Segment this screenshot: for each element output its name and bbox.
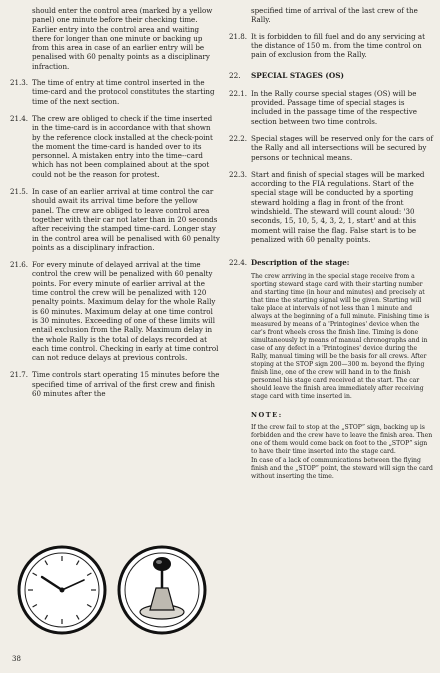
- section-number: 22.: [229, 71, 241, 81]
- clause-number: 22.4.: [229, 258, 248, 268]
- note-paragraph-2: In case of a lack of communications between the flying finish and the „STOP” point, the steward will sign the card without inserting the time.: [251, 456, 433, 480]
- clause-22-2: [229, 134, 434, 162]
- clause-21-8: [229, 32, 434, 60]
- clause-21-7: [10, 370, 220, 398]
- clause-22-1: [229, 89, 434, 126]
- clause-text: It is forbidden to fill fuel and do any servicing at the distance of 150 m. from the time control on pain of exclusion from the Rally.: [251, 31, 426, 60]
- clause-number: 21.4.: [10, 113, 29, 123]
- gear-lever-icon: [119, 547, 205, 633]
- clause-21-3: [10, 78, 220, 106]
- right-column: [229, 6, 434, 481]
- figure-illustrations: [12, 544, 212, 636]
- clause-number: 22.3.: [229, 169, 248, 179]
- clause-21-6: [10, 260, 220, 362]
- clause-21-4: [10, 114, 220, 179]
- page-number: 38: [12, 655, 21, 663]
- note-title: NOTE:: [251, 410, 283, 419]
- stage-description: The crew arriving in the special stage receive from a sporting steward stage card with their starting number and starting time (in hour and minutes) and precisely at that time the starting signal will be given. Starting will take place at intervals of not less than 1 minute and always at the beginning of a full minute. Finishing time is measured by means of a 'Printogines' device when the car's front wheels cross the finish line. Timing is done simultaneously by means of manual chronographs and in case of any defect in a 'Printogines' device during the Rally, manual timing will be the basis for all crews. After stoping at the STOP sign 200—300 m. beyond the flying finish line, one of the crew will hand in to the finish personnel his stage card received at the start. The car should leave the finish area immediately after receiving stage card with time inserted in.: [251, 272, 430, 400]
- clause-number: 21.7.: [10, 370, 29, 380]
- clause-text: In the Rally course special stages (OS) will be provided. Passage time of special stages is included in the passage time of the respective section between two time controls.: [251, 88, 418, 126]
- clause-22-3: [229, 170, 434, 244]
- clock-and-lever-illustration: [12, 544, 212, 636]
- clause-text: The time of entry at time control inserted in the time-card and the protocol constitutes the starting time of the next section.: [32, 78, 215, 106]
- description-heading: Description of the stage:: [251, 258, 350, 268]
- clause-text: Start and finish of special stages will be marked according to the FIA regulations. Start of the special stage will be conducted by a sporting steward holding a flag in front of the front windshield. The steward will count aloud: '30 seconds, 15, 10, 5, 4, 3, 2, 1, start' and at this moment will raise the flag. False start is to be penalized with 60 penalty points.: [251, 169, 425, 244]
- note-paragraph-1: If the crew fail to stop at the „STOP” sign, backing up is forbidden and the crew have to leave the finish area. Then one of them would come back on foot to the „STOP” sign to have their time inserted into the stage card.: [251, 423, 433, 455]
- clause-number: 21.3.: [10, 78, 29, 88]
- clause-text: The crew are obliged to check if the time inserted in the time-card is in accordance with that shown by the reference clock installed at the check-point the moment the time-card is handed over to its personnel. A mistaken entry into the time--card which has not been complained about at the spot could not be the reason for protest.: [32, 113, 213, 179]
- clause-21-5: [10, 187, 220, 252]
- left-column: [10, 6, 220, 406]
- section-title: SPECIAL STAGES (OS): [251, 71, 344, 81]
- clause-number: 21.5.: [10, 187, 29, 197]
- clause-text: In case of an earlier arrival at time control the car should await its arrival time before the yellow panel. The crew are obliged to leave control area together with their car not later than in 20 seconds after receiving the stamped time-card. Longer stay in the control area will be penalised with 60 penalty points as a disciplinary infraction.: [32, 187, 220, 252]
- clause-text: Time controls start operating 15 minutes before the specified time of arrival of the first crew and finish 60 minutes after the: [32, 370, 220, 398]
- continued-paragraph: should enter the control area (marked by a yellow panel) one minute before their checking time. Earlier entry into the control area and waiting there for longer than one minute or backing up from this area in case of an earlier entry will be penalised with 60 penalty points as a disciplinary infraction.: [32, 6, 213, 71]
- continued-paragraph: specified time of arrival of the last crew of the Rally.: [251, 6, 418, 25]
- clause-number: 21.6.: [10, 260, 29, 270]
- clause-number: 22.1.: [229, 88, 248, 98]
- clock-icon: [19, 547, 105, 633]
- clause-number: 21.8.: [229, 31, 248, 41]
- clause-22-4: [229, 258, 434, 267]
- clause-text: Special stages will be reserved only for the cars of the Rally and all intersections will be secured by persons or technical means.: [251, 133, 434, 162]
- clause-number: 22.2.: [229, 133, 248, 143]
- section-heading: [229, 71, 434, 80]
- clause-text: For every minute of delayed arrival at the time control the crew will be penalized with 60 penalty points. For every minute of earlier arrival at the time control the crew will be penalized with 120 penalty points. Maximum delay for the whole Rally is 60 minutes. Maximum delay at one time control is 30 minutes. Exceeding of one of these limits will entail exclusion from the Rally. Maximum delay in the whole Rally is the total of delays recorded at each time control. Checking in early at time control can not reduce delays at previous controls.: [32, 260, 219, 363]
